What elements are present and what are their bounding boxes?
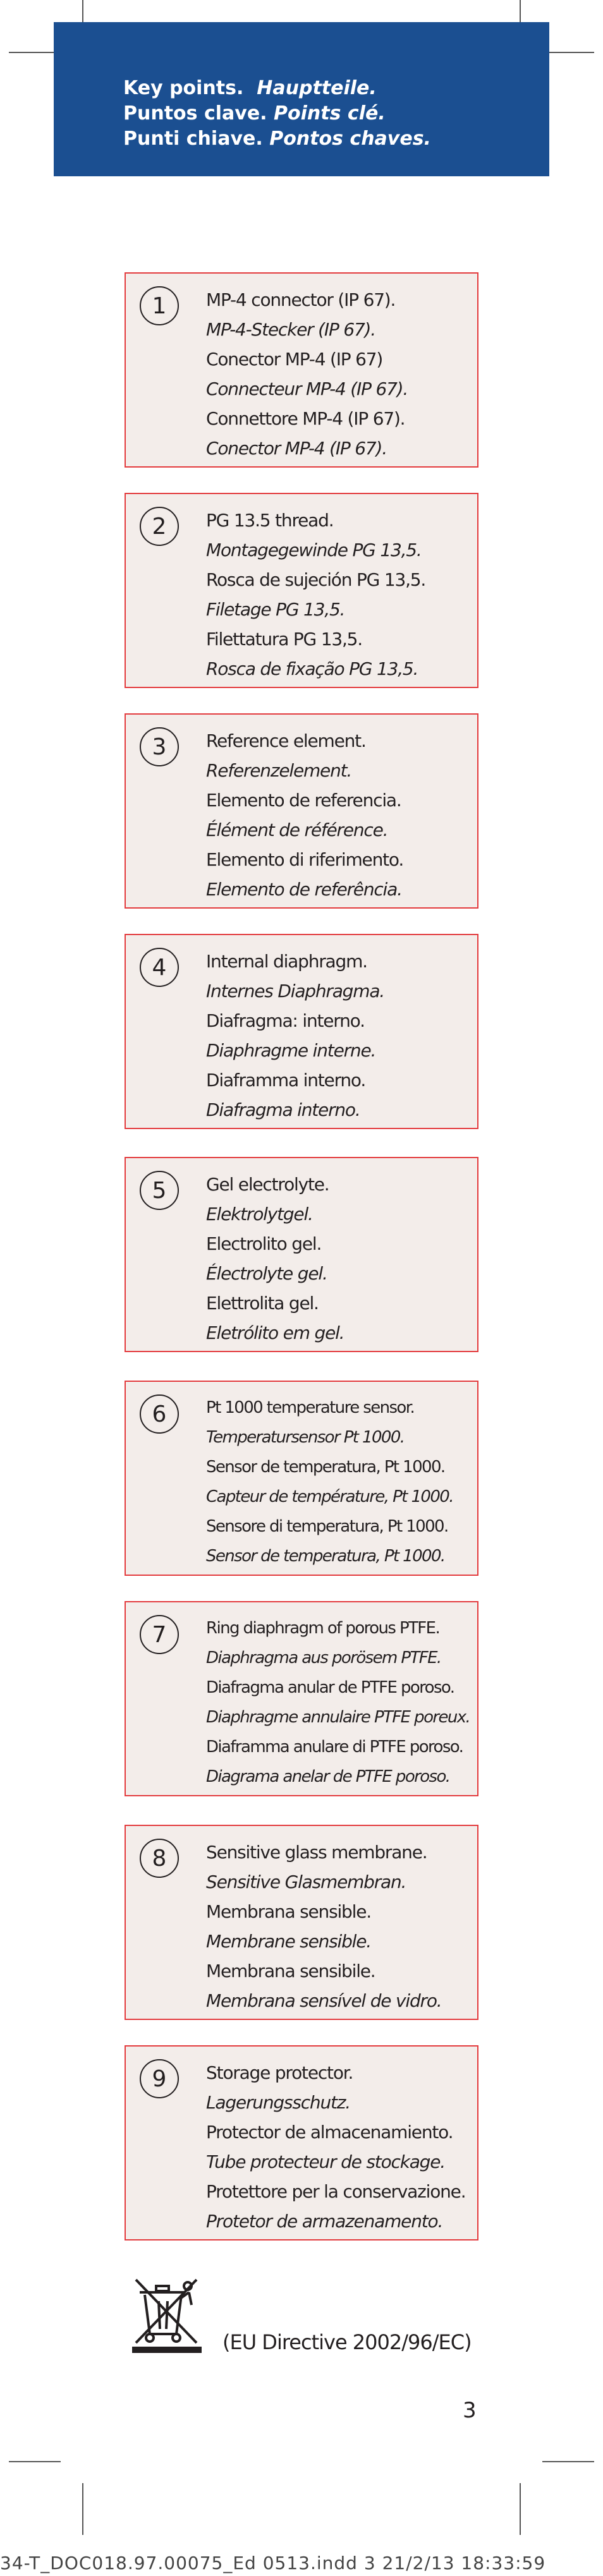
crop-mark — [520, 2483, 521, 2535]
crossed-out-wheelie-bin-icon — [131, 2273, 205, 2355]
key-point-item-1 — [125, 272, 478, 468]
key-point-item-3 — [125, 713, 478, 909]
key-point-item-4 — [125, 934, 478, 1129]
item-number: 9 — [140, 2059, 179, 2098]
crop-mark — [82, 2483, 83, 2535]
key-point-item-6 — [125, 1381, 478, 1576]
item-number: 1 — [140, 286, 179, 325]
key-point-item-9 — [125, 2045, 478, 2240]
item-number: 5 — [140, 1171, 179, 1210]
page-number: 3 — [463, 2398, 477, 2423]
item-text: Pt 1000 temperature sensor. Temperatursensor Pt 1000. Sensor de temperatura, Pt 1000. Capteur de température, Pt 1000. Sensore di temperatura, Pt 1000. Sensor de temperatura, Pt 1000. — [206, 1398, 453, 1566]
item-text: PG 13.5 thread. Montagegewinde PG 13,5. Rosca de sujeción PG 13,5. Filetage PG 13,5. Filettatura PG 13,5. Rosca de fixação PG 13,5. — [206, 510, 426, 679]
key-point-item-2 — [125, 493, 478, 688]
item-number: 2 — [140, 507, 179, 546]
item-text: Reference element. Referenzelement. Elemento de referencia. Élément de référence. Elemento di riferimento. Elemento de referência. — [206, 730, 404, 900]
key-point-item-5 — [125, 1157, 478, 1352]
crop-mark — [9, 2461, 61, 2462]
item-number: 7 — [140, 1615, 179, 1654]
item-number: 6 — [140, 1394, 179, 1434]
crop-mark — [9, 52, 61, 53]
item-text: MP-4 connector (IP 67). MP-4-Stecker (IP 67). Conector MP-4 (IP 67) Connecteur MP-4 (IP 67). Connettore MP-4 (IP 67). Conector MP-4 (IP 67). — [206, 289, 408, 459]
crop-mark — [542, 52, 594, 53]
header-line-1: Key points. Hauptteile. — [123, 77, 377, 99]
header-line-3: Punti chiave. Pontos chaves. — [123, 128, 431, 150]
item-number: 4 — [140, 948, 179, 987]
item-text: Ring diaphragm of porous PTFE. Diaphragma aus porösem PTFE. Diafragma anular de PTFE poroso. Diaphragme annulaire PTFE poreux. Diaframma anulare di PTFE poroso. Diagrama anelar de PTFE poroso. — [206, 1619, 470, 1786]
item-number: 3 — [140, 727, 179, 766]
item-text: Gel electrolyte. Elektrolytgel. Electrolito gel. Électrolyte gel. Elettrolita gel. Eletrólito em gel. — [206, 1174, 344, 1343]
eu-directive-label: (EU Directive 2002/96/EC) — [222, 2330, 472, 2354]
key-point-item-8 — [125, 1825, 478, 2020]
item-text: Internal diaphragm. Internes Diaphragma. Diafragma: interno. Diaphragme interne. Diaframma interno. Diafragma interno. — [206, 951, 384, 1120]
print-slug: 34-T_DOC018.97.00075_Ed 0513.indd 3 21/2/13 18:33:59 — [0, 2553, 546, 2573]
item-number: 8 — [140, 1839, 179, 1878]
header-line-2: Puntos clave. Points clé. — [123, 102, 386, 124]
key-point-item-7 — [125, 1601, 478, 1796]
key-points-header — [54, 22, 549, 176]
item-text: Storage protector. Lagerungsschutz. Protector de almacenamiento. Tube protecteur de stockage. Protettore per la conservazione. Protetor de armazenamento. — [206, 2062, 466, 2232]
item-text: Sensitive glass membrane. Sensitive Glasmembran. Membrana sensible. Membrane sensible. Membrana sensibile. Membrana sensível de vidro. — [206, 1842, 442, 2011]
crop-mark — [542, 2461, 594, 2462]
